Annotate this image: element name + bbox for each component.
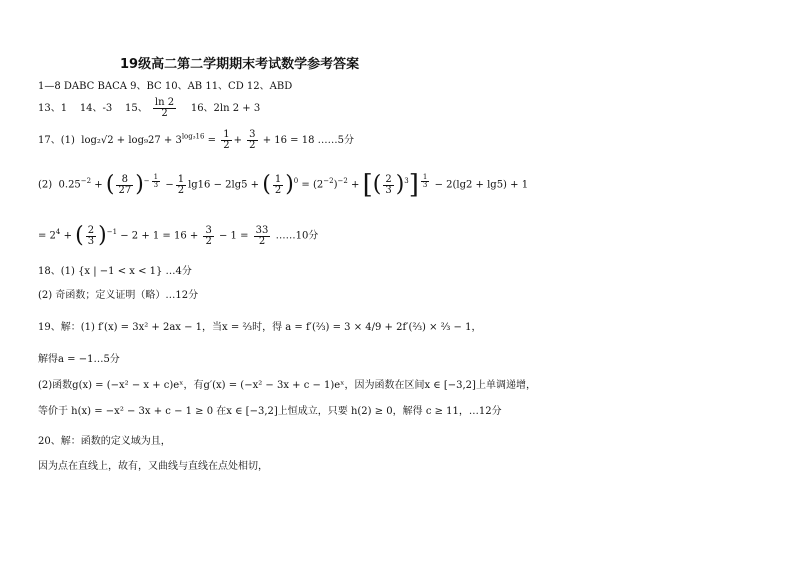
q17-part3-score: ……10分 [275,230,319,242]
q17-part2-frac-f-exp: 3 [404,177,409,186]
q17-part2-frac-d-exp: 0 [293,177,299,186]
answer-14: 14、-3 [79,103,113,114]
q17-part2-base: 0.25 [58,179,81,191]
q18-part1: 18、(1) {x | −1 < x < 1} …4分 [38,266,192,277]
q17-part2-log-terms: lg16 − 2lg5 + [188,179,260,191]
q17-part3-frac-d [203,226,213,247]
q19-line4: 等价于 h(x) = −x² − 3x + c − 1 ≥ 0 在x ∈ [−3,2]上恒成立，只要 h(2) ≥ 0，解得 c ≥ 11，…12分 [38,406,502,417]
q17-part2-half: $\frac{1}{2}$ [177,173,185,196]
q17-part1: 17、(1) $\log_2√2 + \log_927 + 3^{log_316}$ = $\frac{1}{2}$ + $\frac{3}{2}$ + 16 = 18 ……5分 [38,129,355,151]
q17-part2-e-close: ) [333,179,338,191]
answer-15-fraction [153,98,176,119]
q19-line2: 解得a = −1…5分 [38,354,120,365]
q17-part3-frac-f-den: 2 [258,235,266,247]
q17-part2-frac-f-outer-den: 3 [422,180,428,189]
q17-part3-a-exp: 4 [55,228,61,237]
q17-part3-frac-d-num: 3 [205,224,212,236]
q17-part2-frac-b-exp [152,174,160,189]
q17-part1-expr: log₂√2 + log₉27 + 3 [81,135,182,146]
q17-part1-frac2-num: 3 [249,129,256,140]
q17-part1-score: ……5分 [317,135,355,146]
q17-part3-frac-d-den: 2 [205,235,212,247]
q19-line3: (2)函数g(x) = (−x² − x + c)eˣ，有g′(x) = (−x² − 3x + c − 1)eˣ，因为函数在区间x ∈ [−3,2]上单调递增， [38,380,536,391]
answer-15-numerator: ln 2 [154,97,175,108]
q17-part2-frac-f-outer-num: 1 [422,172,428,181]
q17-part1-frac1 [221,130,231,151]
answer-13: 13、1 [38,103,68,114]
q17-part2-frac-b-num: 8 [116,175,133,186]
q17-part3-frac-f-num: 33 [255,224,269,236]
q17-part2: (2) $0.25^{-2}$ + ( $\frac{8}{27}$ )$^{- \frac{1}{3}}$ − $\frac{1}{2}$ lg16 − 2lg5 + ( $\frac{1}{2}$ )$^0 = (2^{-2})^{-2}$ + [( $\frac{2}{3}$ )$^3$] $^{\frac{1}{3}}$ − 2(lg2 + lg5) + 1 [38,170,529,200]
choice-answers: 1—8 DABC BACA 9、BC 10、AB 11、CD 12、ABD [38,81,293,92]
q17-part2-frac-d-num: 1 [274,173,282,185]
q17-part2-e-exp: −2 [323,177,334,186]
q17-part2-frac-d [273,175,283,196]
q17-part2-frac-f-den: 3 [385,184,392,196]
q20-line2: 因为点在直线上，故有，又曲线与直线在点处相切， [38,461,268,472]
q17-part1-eq: = [207,135,220,146]
q17-part3-e: − 1 = [219,230,252,242]
q17-part2-frac-b-exp-num: 1 [153,172,159,181]
q17-part2-frac-f [383,175,393,196]
fill-blank-answers [38,98,260,119]
answer-15-denominator: 2 [161,108,168,119]
q18-part2: (2) 奇函数；定义证明（略）…12分 [38,290,199,301]
page-title: 19级高二第二学期期末考试数学参考答案 [120,57,360,72]
q17-part1-frac2 [247,130,257,151]
q17-part3: = $2^4$ + ( $\frac{2}{3}$ )$^{-1}$ − 2 + 1 = 16 + $\frac{3}{2}$ − 1 = $\frac{33}{2}$ ……10分 [38,223,319,248]
q17-part1-frac2-den: 2 [249,140,256,151]
q17-part1-frac1-den: 2 [223,140,230,151]
q17-part3-a: = 2 [38,230,56,242]
q17-part3-frac-b-exp: −1 [106,228,118,237]
q17-part2-label: (2) [38,179,53,191]
q17-part2-frac-b [116,175,133,196]
q17-part2-frac-d-den: 2 [274,184,282,196]
q17-part2-frac-f-outer-exp [421,174,429,189]
q17-part2-tail: − 2(lg2 + lg5) + 1 [434,179,529,191]
q17-part1-exponent: log₃16 [181,132,205,141]
q17-part3-frac-b-den: 3 [87,235,95,247]
q17-part3-frac-f [254,226,271,247]
q17-part3-c: − 2 + 1 = 16 + [120,230,202,242]
q19-line1: 19、解：(1) f′(x) = 3x² + 2ax − 1，当x = ⅔时，得 a = f′(⅔) = 3 × 4/9 + 2f′(⅔) × ⅔ − 1， [38,322,482,333]
answer-15-prefix: 15、 [125,103,148,114]
q17-part2-base-exp: −2 [80,177,92,186]
q17-part2-frac-f-num: 2 [385,173,392,185]
q17-part2-frac-b-exp-den: 3 [153,180,159,189]
q17-part1-label: 17、(1) [38,135,75,146]
answer-16: 16、2ln 2 + 3 [190,103,261,114]
q20-line1: 20、解：函数的定义域为且， [38,436,171,447]
q17-part1-tail: + 16 = 18 [262,135,315,146]
q17-part3-frac-b-num: 2 [87,224,95,236]
q17-part2-e: (2 [313,179,324,191]
q17-part1-frac1-num: 1 [223,129,230,140]
q17-part2-e-outer-exp: −2 [337,177,348,186]
q17-part3-frac-b [86,226,96,247]
q17-part2-frac-b-den: 27 [118,184,132,196]
